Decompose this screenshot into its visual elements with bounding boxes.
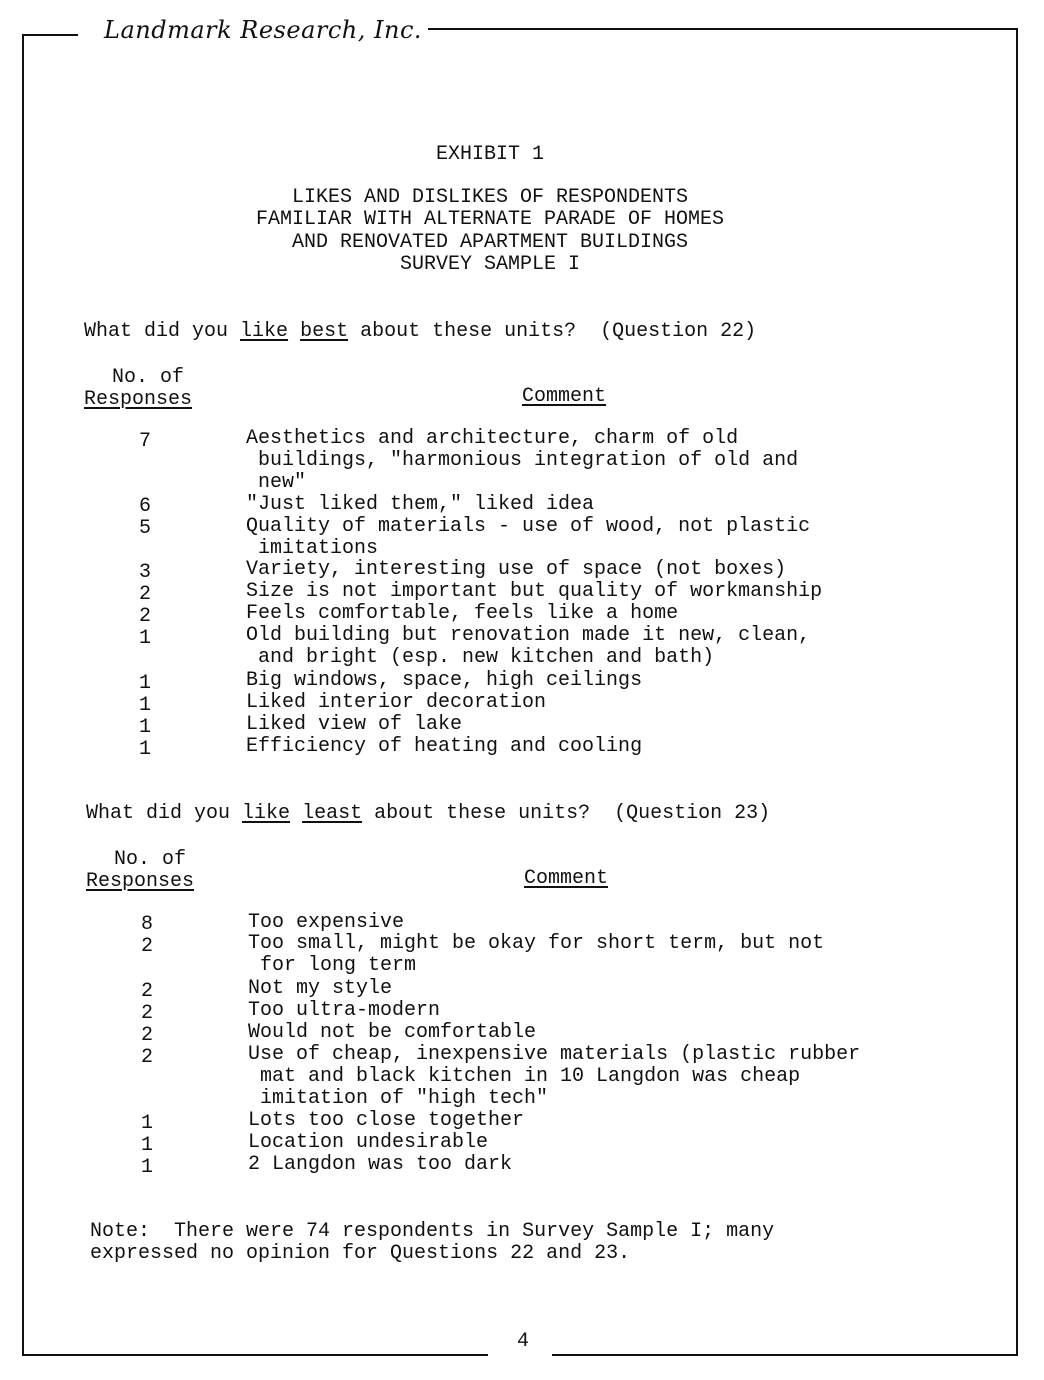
q23-comment: Too ultra-modern [248, 999, 441, 1022]
frame-top-right [360, 28, 1018, 30]
title-line-3: AND RENOVATED APARTMENT BUILDINGS [291, 231, 689, 254]
q23-comment: Location undesirable [248, 1131, 489, 1154]
q22-count: 6 [138, 495, 151, 518]
frame-top-left [22, 34, 78, 36]
q23-count-header-1: No. of [114, 848, 187, 871]
q22-count: 7 [138, 430, 151, 453]
q23-count: 2 [140, 980, 153, 1003]
q23-comment-header: Comment [524, 867, 609, 890]
q22-comment: Big windows, space, high ceilings [246, 669, 643, 692]
q23-comment: Use of cheap, inexpensive materials (plastic rubber mat and black kitchen in 10 Langdon was cheap imitation of "high tech" [248, 1043, 861, 1110]
letterhead-signature: Landmark Research, Inc. [98, 16, 428, 44]
exhibit-label: EXHIBIT 1 [435, 143, 545, 166]
q22-count: 1 [138, 672, 151, 695]
note-line-1: Note: There were 74 respondents in Survey Sample I; many [90, 1220, 775, 1243]
frame-bottom-left [22, 1354, 488, 1356]
q22-comment: Liked view of lake [246, 713, 463, 736]
q22-count: 5 [138, 517, 151, 540]
q23-comment: Not my style [248, 977, 393, 1000]
q23-comment: Too small, might be okay for short term, but not for long term [248, 932, 825, 977]
q23-count: 1 [140, 1134, 153, 1157]
q22-count-header-2: Responses [84, 388, 193, 411]
q22-count: 1 [138, 738, 151, 761]
frame-bottom-right [552, 1354, 1018, 1356]
q22-comment: Variety, interesting use of space (not boxes) [246, 558, 787, 581]
q23-count: 1 [140, 1112, 153, 1135]
q22-comment: Liked interior decoration [246, 691, 547, 714]
q22-comment: Feels comfortable, feels like a home [246, 602, 679, 625]
question-23: What did you like least about these units? (Question 23) [86, 802, 771, 825]
q22-count: 1 [138, 627, 151, 650]
page-number: 4 [508, 1330, 538, 1353]
q22-comment: Efficiency of heating and cooling [246, 735, 643, 758]
q22-comment: "Just liked them," liked idea [246, 493, 595, 516]
q23-count: 2 [140, 1046, 153, 1069]
q22-count-header-1: No. of [112, 366, 185, 389]
q22-count: 1 [138, 694, 151, 717]
note-line-2: expressed no opinion for Questions 22 and 23. [90, 1242, 631, 1265]
title-line-2: FAMILIAR WITH ALTERNATE PARADE OF HOMES [255, 208, 725, 231]
q23-count: 1 [140, 1156, 153, 1179]
frame-right [1016, 28, 1018, 1356]
q22-count: 2 [138, 583, 151, 606]
q22-comment: Aesthetics and architecture, charm of old buildings, "harmonious integration of old and new" [246, 427, 799, 494]
q23-count: 2 [140, 935, 153, 958]
q23-count: 2 [140, 1002, 153, 1025]
q22-count: 1 [138, 716, 151, 739]
question-22: What did you like best about these units? (Question 22) [84, 320, 757, 343]
q23-comment: Would not be comfortable [248, 1021, 537, 1044]
q22-comment: Quality of materials - use of wood, not plastic imitations [246, 515, 811, 560]
title-line-4: SURVEY SAMPLE I [399, 253, 581, 276]
q22-comment-header: Comment [522, 385, 607, 408]
q23-comment: Too expensive [248, 911, 405, 934]
title-line-1: LIKES AND DISLIKES OF RESPONDENTS [291, 186, 689, 209]
q22-count: 3 [138, 561, 151, 584]
q22-count: 2 [138, 605, 151, 628]
q22-comment: Size is not important but quality of workmanship [246, 580, 823, 603]
q22-comment: Old building but renovation made it new, clean, and bright (esp. new kitchen and bath) [246, 624, 811, 669]
q23-comment: Lots too close together [248, 1109, 525, 1132]
q23-count: 8 [140, 913, 153, 936]
q23-count-header-2: Responses [86, 870, 195, 893]
q23-comment: 2 Langdon was too dark [248, 1153, 513, 1176]
q23-count: 2 [140, 1024, 153, 1047]
